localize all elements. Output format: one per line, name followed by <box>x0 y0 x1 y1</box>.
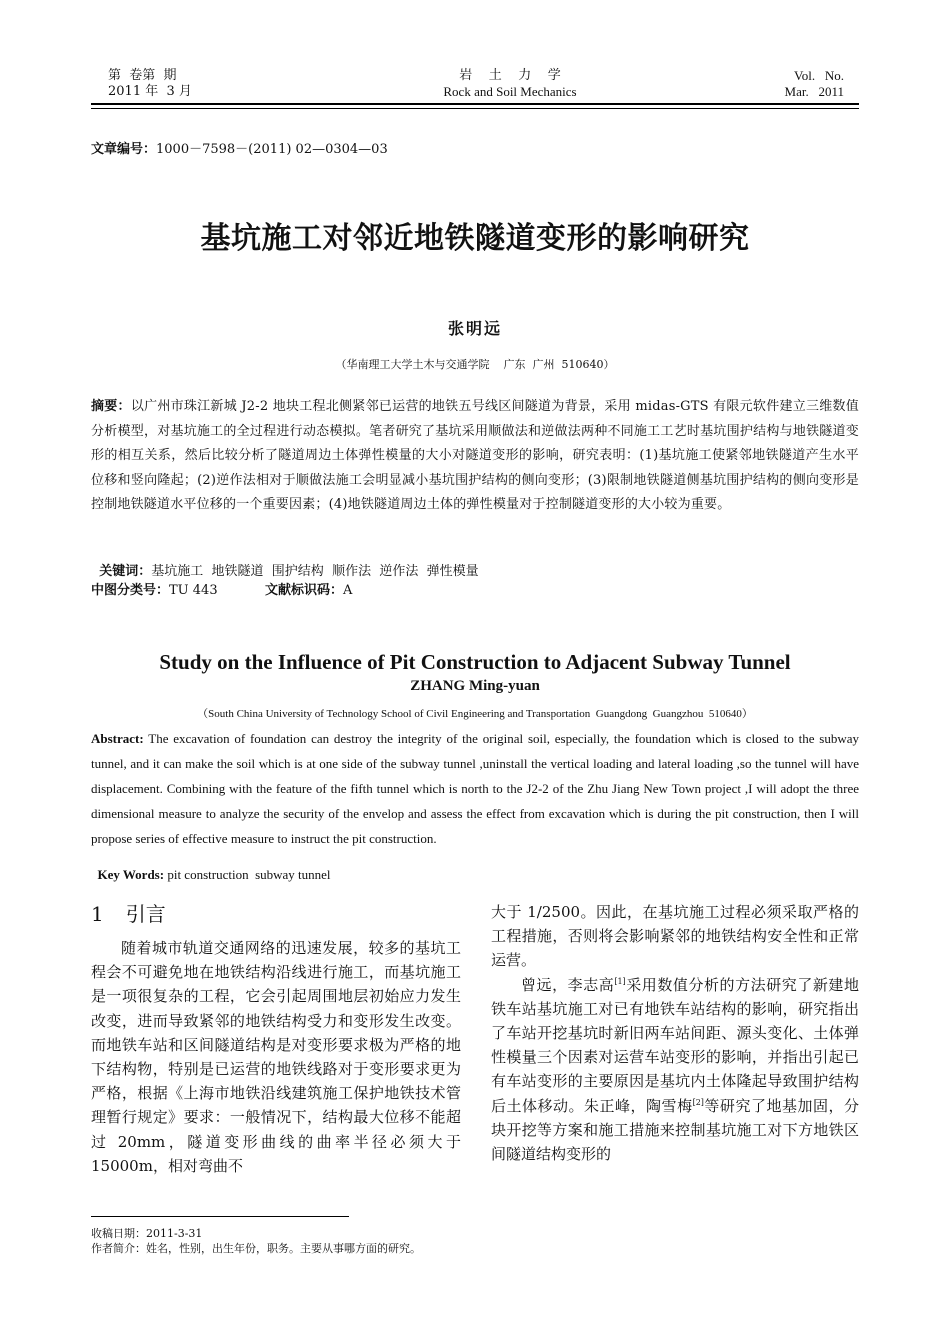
article-number <box>91 138 388 157</box>
para2-part-a: 曾远，李志高 <box>521 975 615 994</box>
footnote-received: 收稿日期：2011-3-31 <box>91 1227 203 1240</box>
header-journal <box>375 68 645 100</box>
header-rule-thin <box>91 108 859 109</box>
keywords-cn-label: 关键词： <box>99 564 152 579</box>
title-en: Study on the Influence of Pit Construction to Adjacent Subway Tunnel <box>159 650 791 674</box>
header-vol-no: Vol. No. <box>794 68 844 83</box>
right-column <box>491 900 859 1166</box>
abstract-cn-text: 以广州市珠江新城 J2-2 地块工程北侧紧邻已运营的地铁五号线区间隧道为背景，采用 midas-GTS 有限元软件建立三维数值分析模型，对基坑施工的全过程进行动态模拟。笔者研究了基坑采用顺做法和逆做法两种不同施工工艺时基坑围护结构与地铁隧道变形的相互关系，然后比较分析了隧道周边土体弹性模量的大小对隧道变形的影响，研究表明：(1)基坑施工使紧邻地铁隧道产生水平位移和竖向隆起；(2)逆作法相对于顺做法施工会明显减小基坑围护结构的侧向变形；(3)限制地铁隧道侧基坑围护结构的侧向变形是控制地铁隧道水平位移的一个重要因素；(4)地铁隧道周边土体的弹性模量对于控制隧道变形的大小较为重要。 <box>91 399 859 512</box>
title-cn: 基坑施工对邻近地铁隧道变形的影响研究 <box>200 221 750 256</box>
affiliation-cn: （华南理工大学土木与交通学院 广东 广州 510640） <box>335 358 615 371</box>
intro-paragraph-2 <box>491 973 859 1167</box>
header-vol <box>785 68 844 100</box>
para2-part-c: 等研究了地基加固，分块开挖等方案和施工措施来控制基坑施工对下方地铁区间隧道结构变形的 <box>491 1096 859 1164</box>
abstract-cn-label: 摘要： <box>91 399 131 414</box>
author-cn: 张明远 <box>447 319 502 338</box>
author-en: ZHANG Ming-yuan <box>410 678 540 694</box>
header-volume-issue: 第 卷第 期 <box>108 68 177 83</box>
abstract-en <box>91 726 859 851</box>
header-rule-thick <box>91 103 859 105</box>
header-journal-en: Rock and Soil Mechanics <box>443 84 577 99</box>
citation-1: [1] <box>614 976 626 986</box>
doc-code-label: 文献标识码： <box>265 583 344 598</box>
classification <box>91 579 218 598</box>
document-code <box>265 579 352 598</box>
affiliation-en: （South China University of Technology School of Civil Engineering and Transportation Guangdong Guangzhou 510640） <box>197 708 753 720</box>
article-number-value: 1000－7598－(2011) 02—0304—03 <box>156 142 388 157</box>
footnote-rule <box>91 1216 349 1217</box>
keywords-cn-text: 基坑施工 地铁隧道 围护结构 顺作法 逆作法 弹性模量 <box>151 564 479 579</box>
header-date-cn: 2011 年 3 月 <box>108 84 192 99</box>
keywords-en <box>91 851 331 883</box>
article-number-label: 文章编号： <box>91 142 157 157</box>
keywords-cn <box>91 545 479 579</box>
clc-value: TU 443 <box>169 583 218 598</box>
header-date-en: Mar. 2011 <box>784 84 844 99</box>
footnote-bio: 作者简介：姓名，性别，出生年份，职务。主要从事哪方面的研究。 <box>91 1242 421 1255</box>
section-1-title: 引言 <box>125 902 166 926</box>
abstract-en-text: The excavation of foundation can destroy the integrity of the original soil, especially, the foundation which is closed to the subway tunnel, and it can make the soil which is at one side of the subway tunnel ,uninstall the vertical loading and lateral loading ,so the tunnel will have displacement. Combining with the feature of the fifth tunnel which is north to the J2-2 of the Zhu Jiang New Town project ,I will adopt the three dimensional measure to analyze the security of the envelop and assess the effect from excavation which is during the pit construction, then I will propose series of effective measure to instruct the pit construction. <box>91 731 859 846</box>
header-journal-cn: 岩 土 力 学 <box>459 68 561 83</box>
abstract-cn <box>91 395 859 518</box>
abstract-en-label: Abstract: <box>91 731 144 746</box>
para2-part-b: 采用数值分析的方法研究了新建地铁车站基坑施工对已有地铁车站结构的影响，研究指出了车站开挖基坑时新旧两车站间距、源头变化、土体弹性模量三个因素对运营车站变形的影响，并指出引起已有车站变形的主要原因是基坑内土体隆起导致围护结构后土体移动。朱正峰，陶雪梅 <box>491 975 859 1115</box>
doc-code-value: A <box>343 583 353 598</box>
intro-paragraph-1: 随着城市轨道交通网络的迅速发展，较多的基坑工程会不可避免地在地铁结构沿线进行施工，而基坑施工是一项很复杂的工程，它会引起周围地层初始应力发生改变，进而导致紧邻的地铁结构受力和变形发生改变。而地铁车站和区间隧道结构是对变形要求极为严格的地下结构物，特别是已运营的地铁线路对于变形要求更为严格，根据《上海市地铁沿线建筑施工保护地铁技术管理暂行规定》要求：一般情况下，结构最大位移不能超过 20mm，隧道变形曲线的曲率半径必须大于 15000m，相对弯曲不 <box>91 939 461 1175</box>
left-column <box>91 936 461 1178</box>
keywords-en-label: Key Words: <box>97 867 165 882</box>
clc-label: 中图分类号： <box>91 583 170 598</box>
citation-2: [2] <box>692 1097 704 1107</box>
header-issue <box>108 68 192 100</box>
keywords-en-text: pit construction subway tunnel <box>164 867 331 882</box>
intro-paragraph-1-cont: 大于 1/2500。因此，在基坑施工过程必须采取严格的工程措施，否则将会影响紧邻的地铁结构安全性和正常运营。 <box>491 903 859 970</box>
section-1-heading <box>91 898 166 927</box>
footnote <box>91 1226 421 1256</box>
section-1-number: 1 <box>91 902 104 926</box>
